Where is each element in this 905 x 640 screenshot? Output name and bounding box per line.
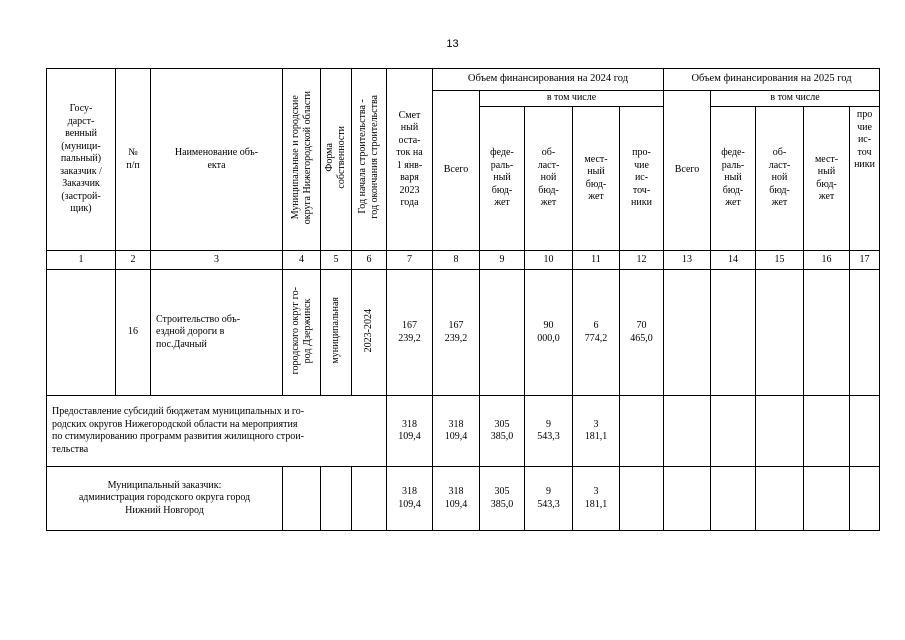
customer-total-2025 [664, 467, 711, 531]
page-number: 13 [446, 38, 459, 50]
object-total-2024: 167 239,2 [433, 270, 480, 396]
subsidy-federal-2025 [711, 396, 756, 467]
object-other-2024: 70 465,0 [620, 270, 664, 396]
col-num-1: 1 [47, 251, 116, 270]
customer-total-2024: 318 109,4 [433, 467, 480, 531]
header-municipality: Муниципальные и городские округа Нижегородской области [283, 69, 321, 251]
customer-federal-2024: 305 385,0 [480, 467, 525, 531]
subsidy-row [47, 396, 880, 467]
column-numbers-row [47, 251, 880, 270]
customer-years [352, 467, 387, 531]
object-estimate: 167 239,2 [387, 270, 433, 396]
header-federal-2025: феде- раль- ный бюд- жет [711, 107, 756, 251]
col-num-4: 4 [283, 251, 321, 270]
header-fin-2024: Объем финансирования на 2024 год [433, 69, 664, 91]
header-row-1 [47, 69, 880, 91]
customer-federal-2025 [711, 467, 756, 531]
subsidy-local-2024: 3 181,1 [573, 396, 620, 467]
subsidy-federal-2024: 305 385,0 [480, 396, 525, 467]
col-num-11: 11 [573, 251, 620, 270]
col-num-15: 15 [756, 251, 804, 270]
subsidy-other-2025 [850, 396, 880, 467]
subsidy-regional-2025 [756, 396, 804, 467]
header-local-2024: мест- ный бюд- жет [573, 107, 620, 251]
object-local-2025 [804, 270, 850, 396]
col-num-9: 9 [480, 251, 525, 270]
col-num-14: 14 [711, 251, 756, 270]
object-name: Строительство объ- ездной дороги в пос.Дачный [151, 270, 283, 396]
customer-regional-2025 [756, 467, 804, 531]
customer-regional-2024: 9 543,3 [525, 467, 573, 531]
header-other-2025: про чие ис- точ ники [850, 107, 880, 251]
subsidy-local-2025 [804, 396, 850, 467]
col-num-17: 17 [850, 251, 880, 270]
customer-other-2024 [620, 467, 664, 531]
col-num-7: 7 [387, 251, 433, 270]
col-num-10: 10 [525, 251, 573, 270]
object-regional-2024: 90 000,0 [525, 270, 573, 396]
header-estimate: Смет ный оста- ток на 1 янв- варя 2023 года [387, 69, 433, 251]
customer-other-2025 [850, 467, 880, 531]
object-years: 2023-2024 [352, 270, 387, 396]
customer-label: Муниципальный заказчик: администрация городского округа город Нижний Новгород [47, 467, 283, 531]
col-num-8: 8 [433, 251, 480, 270]
subsidy-total-2025 [664, 396, 711, 467]
object-local-2024: 6 774,2 [573, 270, 620, 396]
header-regional-2024: об- ласт- ной бюд- жет [525, 107, 573, 251]
customer-local-2024: 3 181,1 [573, 467, 620, 531]
header-object-name: Наименование объ- екта [151, 69, 283, 251]
col-num-5: 5 [321, 251, 352, 270]
object-ownership: муниципальная [321, 270, 352, 396]
subsidy-label: Предоставление субсидий бюджетам муниципальных и го- родских округов Нижегородской области на мероприятия по стимулированию программ развития жилищного строи- тельства [47, 396, 387, 467]
col-num-13: 13 [664, 251, 711, 270]
customer-local-2025 [804, 467, 850, 531]
customer-municipality [283, 467, 321, 531]
object-customer-cell [47, 270, 116, 396]
header-fin-2025: Объем финансирования на 2025 год [664, 69, 880, 91]
subsidy-estimate: 318 109,4 [387, 396, 433, 467]
object-regional-2025 [756, 270, 804, 396]
subsidy-other-2024 [620, 396, 664, 467]
col-num-16: 16 [804, 251, 850, 270]
header-num: № п/п [116, 69, 151, 251]
header-including-2025: в том числе [711, 91, 880, 107]
header-including-2024: в том числе [480, 91, 664, 107]
customer-ownership [321, 467, 352, 531]
header-federal-2024: феде- раль- ный бюд- жет [480, 107, 525, 251]
header-other-2024: про- чие ис- точ- ники [620, 107, 664, 251]
object-federal-2024 [480, 270, 525, 396]
subsidy-regional-2024: 9 543,3 [525, 396, 573, 467]
header-regional-2025: об- ласт- ной бюд- жет [756, 107, 804, 251]
object-municipality: городского округ го- род Дзержинск [283, 270, 321, 396]
header-customer: Госу- дарст- венный (муници- пальный) заказчик / Заказчик (застрой- щик) [47, 69, 116, 251]
object-federal-2025 [711, 270, 756, 396]
header-local-2025: мест- ный бюд- жет [804, 107, 850, 251]
subsidy-total-2024: 318 109,4 [433, 396, 480, 467]
object-num: 16 [116, 270, 151, 396]
col-num-6: 6 [352, 251, 387, 270]
header-ownership: Форма собственности [321, 69, 352, 251]
col-num-2: 2 [116, 251, 151, 270]
customer-row [47, 467, 880, 531]
header-years: Год начала строительства - год окончания строительства [352, 69, 387, 251]
col-num-3: 3 [151, 251, 283, 270]
financing-table [46, 68, 880, 531]
object-row [47, 270, 880, 396]
header-total-2025: Всего [664, 91, 711, 251]
header-total-2024: Всего [433, 91, 480, 251]
customer-estimate: 318 109,4 [387, 467, 433, 531]
col-num-12: 12 [620, 251, 664, 270]
object-other-2025 [850, 270, 880, 396]
object-total-2025 [664, 270, 711, 396]
